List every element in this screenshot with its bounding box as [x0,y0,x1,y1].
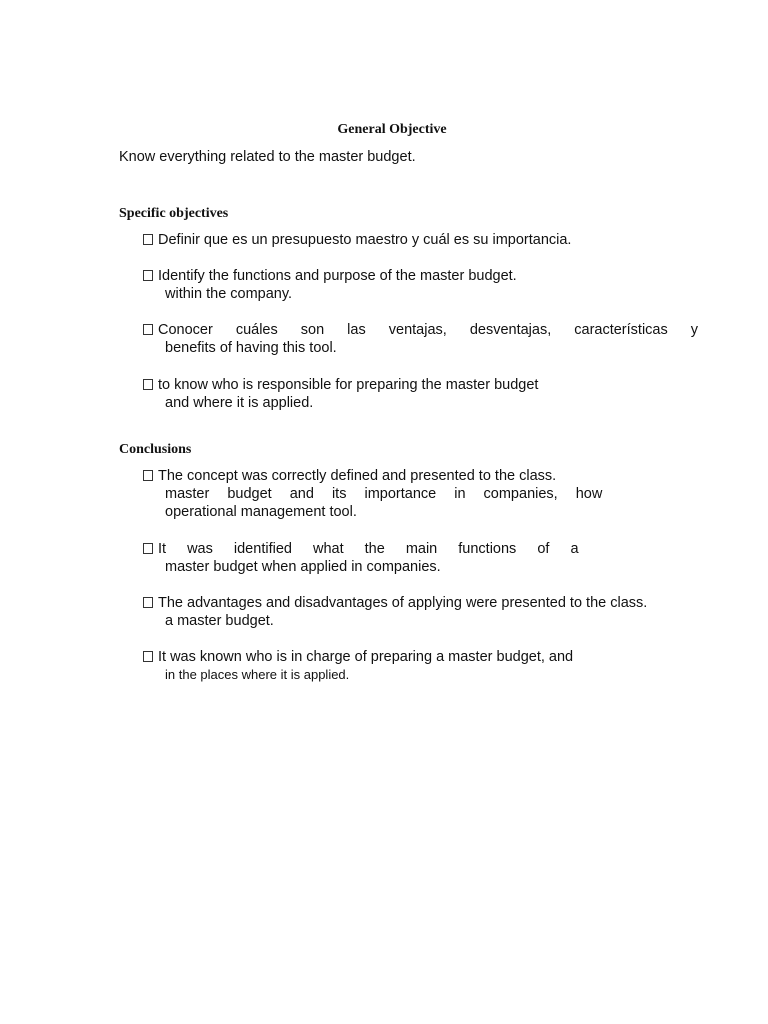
item-text: Definir que es un presupuesto maestro y cuál es su importancia. [158,232,572,248]
item-text: Identify the functions and purpose of the master budget. [158,268,517,284]
conclusion-item [143,594,647,630]
item-text-continued: in the places where it is applied. [165,667,350,682]
checkbox-bullet-icon [143,543,153,554]
conclusion-item [143,540,579,576]
conclusions-heading: Conclusions [119,442,192,457]
conclusion-item [143,467,602,521]
item-text-continued: a master budget. [165,613,274,629]
general-objective-heading: General Objective [337,122,447,137]
item-text-continued: master budget and its importance in companies, how [165,486,603,502]
item-text-continued: benefits of having this tool. [165,340,337,356]
specific-objectives-heading: Specific objectives [119,206,229,221]
item-text: Conocer cuáles son las ventajas, desventajas, características y [158,322,699,338]
checkbox-bullet-icon [143,651,153,662]
specific-objective-item [143,267,517,303]
specific-objective-item [143,321,699,357]
checkbox-bullet-icon [143,234,153,245]
specific-objective-item [143,376,538,412]
item-text-continued: master budget when applied in companies. [165,559,441,575]
checkbox-bullet-icon [143,324,153,335]
item-text: to know who is responsible for preparing the master budget [158,377,539,393]
item-text: The concept was correctly defined and presented to the class. [158,468,557,484]
conclusion-item [143,648,573,684]
item-text-continued: operational management tool. [165,504,357,520]
item-text: It was identified what the main functions of a [158,541,579,557]
item-text: The advantages and disadvantages of applying were presented to the class. [158,595,648,611]
item-text-continued: and where it is applied. [165,395,314,411]
item-text-continued: within the company. [165,286,293,302]
checkbox-bullet-icon [143,597,153,608]
checkbox-bullet-icon [143,379,153,390]
checkbox-bullet-icon [143,470,153,481]
checkbox-bullet-icon [143,270,153,281]
specific-objective-item [143,231,571,249]
item-text: It was known who is in charge of preparing a master budget, and [158,649,574,665]
general-objective-text: Know everything related to the master budget. [119,149,416,165]
